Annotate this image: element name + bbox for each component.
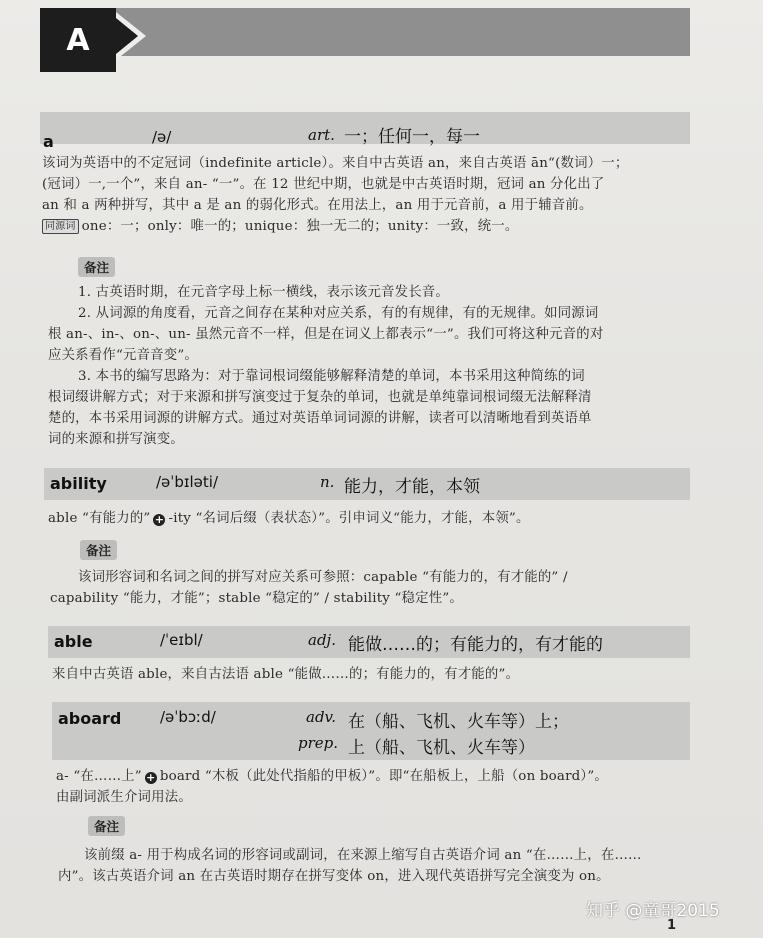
text-line: 该词为英语中的不定冠词（indefinite article）。来自中古英语 an，来自古英语 ān“(数词）一； <box>42 156 629 171</box>
entry-aboard-etymology <box>56 766 692 808</box>
text-line: an 和 a 两种拼写，其中 a 是 an 的弱化形式。在用法上，an 用于元音前，a 用于辅音前。 <box>42 198 593 213</box>
note-line: 1. 古英语时期，在元音字母上标一横线，表示该元音发长音。 <box>78 285 449 300</box>
entry-heading-a <box>40 112 690 151</box>
entry-a-notes <box>48 282 693 450</box>
cognate-text: one：一；only：唯一的；unique：独一无二的；unity：一致，统一。 <box>81 219 519 234</box>
text-segment: a- “在……上” <box>56 769 142 784</box>
plus-icon: + <box>154 513 165 526</box>
pronunciation: /əˈbɔːd/ <box>160 708 216 726</box>
text-segment: board “木板（此处代指船的甲板）”。即“在船板上，上船（on board）”。 <box>159 769 608 784</box>
entry-heading-aboard <box>52 702 690 760</box>
entry-ability-notes <box>50 567 695 609</box>
note-label: 备注 <box>80 540 117 560</box>
note-line: 楚的，本书采用词源的讲解方式。通过对英语单词词源的讲解，读者可以清晰地看到英语单 <box>48 411 592 426</box>
entry-ability-etymology <box>48 508 693 529</box>
pronunciation: /ə/ <box>152 128 172 146</box>
text-line: (冠词）一,一个”，来自 an- “一”。在 12 世纪中期，也就是中古英语时期，冠词 an 分化出了 <box>42 177 605 192</box>
entry-a-etymology <box>42 153 692 237</box>
meaning: 能力，才能，本领 <box>344 477 480 497</box>
text-line: 由副词派生介词用法。 <box>56 790 192 805</box>
pronunciation: /əˈbɪləti/ <box>156 473 218 491</box>
headword: ability <box>50 474 107 493</box>
letter-tab <box>40 8 116 72</box>
headword: able <box>54 632 93 651</box>
meaning: 能做……的；有能力的，有才能的 <box>348 635 603 655</box>
cognate-tag: 同源词 <box>42 219 79 234</box>
note-label: 备注 <box>88 816 125 836</box>
note-line: 该词形容词和名词之间的拼写对应关系可参照：capable “有能力的，有才能的” / <box>78 570 568 585</box>
note-line: 3. 本书的编写思路为：对于靠词根词缀能够解释清楚的单词，本书采用这种简练的词 <box>78 369 585 384</box>
part-of-speech: adj. <box>308 631 336 649</box>
part-of-speech: n. <box>320 473 335 491</box>
note-line: 2. 从词源的角度看，元音之间存在某种对应关系，有的有规律，有的无规律。如同源词 <box>78 306 599 321</box>
note-line: 根词缀讲解方式；对于来源和拼写演变过于复杂的单词，也就是单纯靠词根词缀无法解释清 <box>48 390 592 405</box>
section-letter: A <box>66 22 90 58</box>
arrow-decoration-inner <box>116 18 138 54</box>
part-of-speech: adv. <box>306 708 337 726</box>
text-segment: able “有能力的” <box>48 511 151 526</box>
note-line: 词的来源和拼写演变。 <box>48 432 184 447</box>
watermark: 知乎 @童哥2015 <box>586 901 720 921</box>
plus-icon: + <box>146 771 156 784</box>
note-line: 应关系看作“元音音变”。 <box>48 348 198 363</box>
note-line: 该前缀 a- 用于构成名词的形容词或副词，在来源上缩写自古英语介词 an “在……上，在…… <box>84 848 642 863</box>
part-of-speech: art. <box>308 126 335 144</box>
headword: aboard <box>58 709 122 728</box>
page-number: 1 <box>667 918 677 933</box>
text-line <box>56 766 692 787</box>
entry-able-etymology <box>52 664 692 685</box>
meaning: 在（船、飞机、火车等）上； <box>348 712 569 732</box>
cognate-line <box>42 216 692 237</box>
entry-heading-able <box>48 626 690 658</box>
part-of-speech-2: prep. <box>298 734 339 752</box>
headword: a <box>43 132 54 151</box>
meaning: 一；任何一，每一 <box>344 127 480 147</box>
note-label: 备注 <box>78 257 115 277</box>
pronunciation: /ˈeɪbl/ <box>160 631 203 649</box>
note-line: 内”。该古英语介词 an 在古英语时期存在拼写变体 on，进入现代英语拼写完全演变为 on。 <box>58 869 610 884</box>
meaning-2: 上（船、飞机、火车等） <box>348 738 535 758</box>
note-line: 根 an-、in-、on-、un- 虽然元音不一样，但是在词义上都表示“一”。我们可将这种元音的对 <box>48 327 604 342</box>
entry-aboard-notes <box>58 845 692 887</box>
text-line: 来自中古英语 able，来自古法语 able “能做……的；有能力的，有才能的”。 <box>52 667 520 682</box>
text-segment: -ity “名词后缀（表状态）”。引申词义“能力，才能，本领”。 <box>168 511 530 526</box>
note-line: capability “能力，才能”；stable “稳定的” / stability “稳定性”。 <box>50 591 463 606</box>
entry-heading-ability <box>44 468 690 500</box>
